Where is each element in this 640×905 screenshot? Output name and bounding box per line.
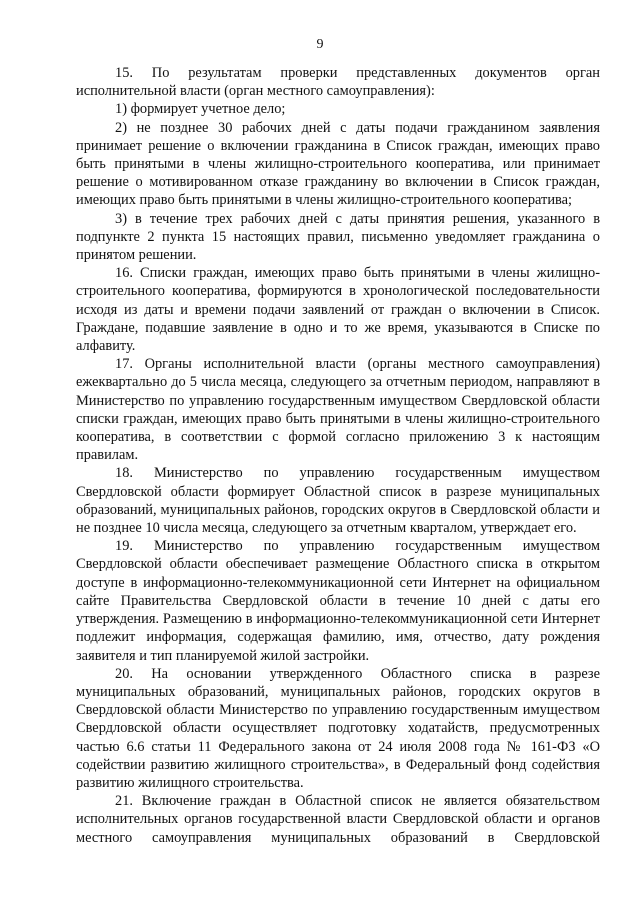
paragraph-20: 20. На основании утвержденного Областного списка в разрезе муниципальных образований, муниципальных районов, городских округов в Свердловской области Министерство по управлению государственным имуществом Свердловской области осуществляет подготовку ходатайств, предусмотренных частью 6.6 статьи 11 Федерального закона от 24 июля 2008 года № 161-ФЗ «О содействии развитию жилищного строительства», в Федеральный фонд содействия развитию жилищного строительства.	[76, 665, 600, 791]
paragraph-18: 18. Министерство по управлению государственным имуществом Свердловской области формирует Областной список в разрезе муниципальных образований, муниципальных районов, городских округов в Свердловской области и не позднее 10 числа месяца, следующего за отчетным кварталом, утверждает его.	[76, 465, 600, 537]
paragraph-15-item-1: 1) формирует учетное дело;	[115, 101, 286, 118]
paragraph-16: 16. Списки граждан, имеющих право быть принятыми в члены жилищно-строительного кооператива, формируются в хронологической последовательности исходя из даты и времени подачи заявлений от граждан о включении в Список. Граждане, подавшие заявление в одно и то же время, указываются в Списке по алфавиту.	[76, 265, 600, 355]
paragraph-15-item-3: 3) в течение трех рабочих дней с даты принятия решения, указанного в подпункте 2 пункта 15 настоящих правил, письменно уведомляет гражданина о принятом решении.	[76, 210, 600, 264]
paragraph-21: 21. Включение граждан в Областной список не является обязательством исполнительных органов государственной власти Свердловской области и органов местного самоуправления муниципальных образований в Свердловской	[76, 793, 600, 846]
document-body	[76, 64, 600, 847]
paragraph-19: 19. Министерство по управлению государственным имуществом Свердловской области обеспечивает размещение Областного списка в открытом доступе в информационно-телекоммуникационной сети Интернет на официальном сайте Правительства Свердловской области в течение 10 дней с даты его утверждения. Размещению в информационно-телекоммуникационной сети Интернет подлежит информация, содержащая фамилию, имя, отчество, дату рождения заявителя и тип планируемой жилой застройки.	[76, 538, 600, 664]
page-number: 9	[316, 37, 324, 52]
paragraph-15: 15. По результатам проверки представленных документов орган исполнительной власти (орган местного самоуправления):	[76, 65, 600, 100]
paragraph-17: 17. Органы исполнительной власти (органы местного самоуправления) ежеквартально до 5 числа месяца, следующего за отчетным периодом, направляют в Министерство по управлению государственным имуществом Свердловской области списки граждан, имеющих право быть принятыми в члены жилищно-строительного кооператива, в соответствии с формой согласно приложению 3 к настоящим правилам.	[76, 356, 600, 464]
paragraph-15-item-2: 2) не позднее 30 рабочих дней с даты подачи гражданином заявления принимает решение о включении гражданина в Список граждан, имеющих право быть принятыми в члены жилищно-строительного кооператива, или принимает решение о мотивированном отказе гражданину во включении в Список граждан, имеющих право быть принятыми в члены жилищно-строительного кооператива;	[76, 119, 600, 209]
